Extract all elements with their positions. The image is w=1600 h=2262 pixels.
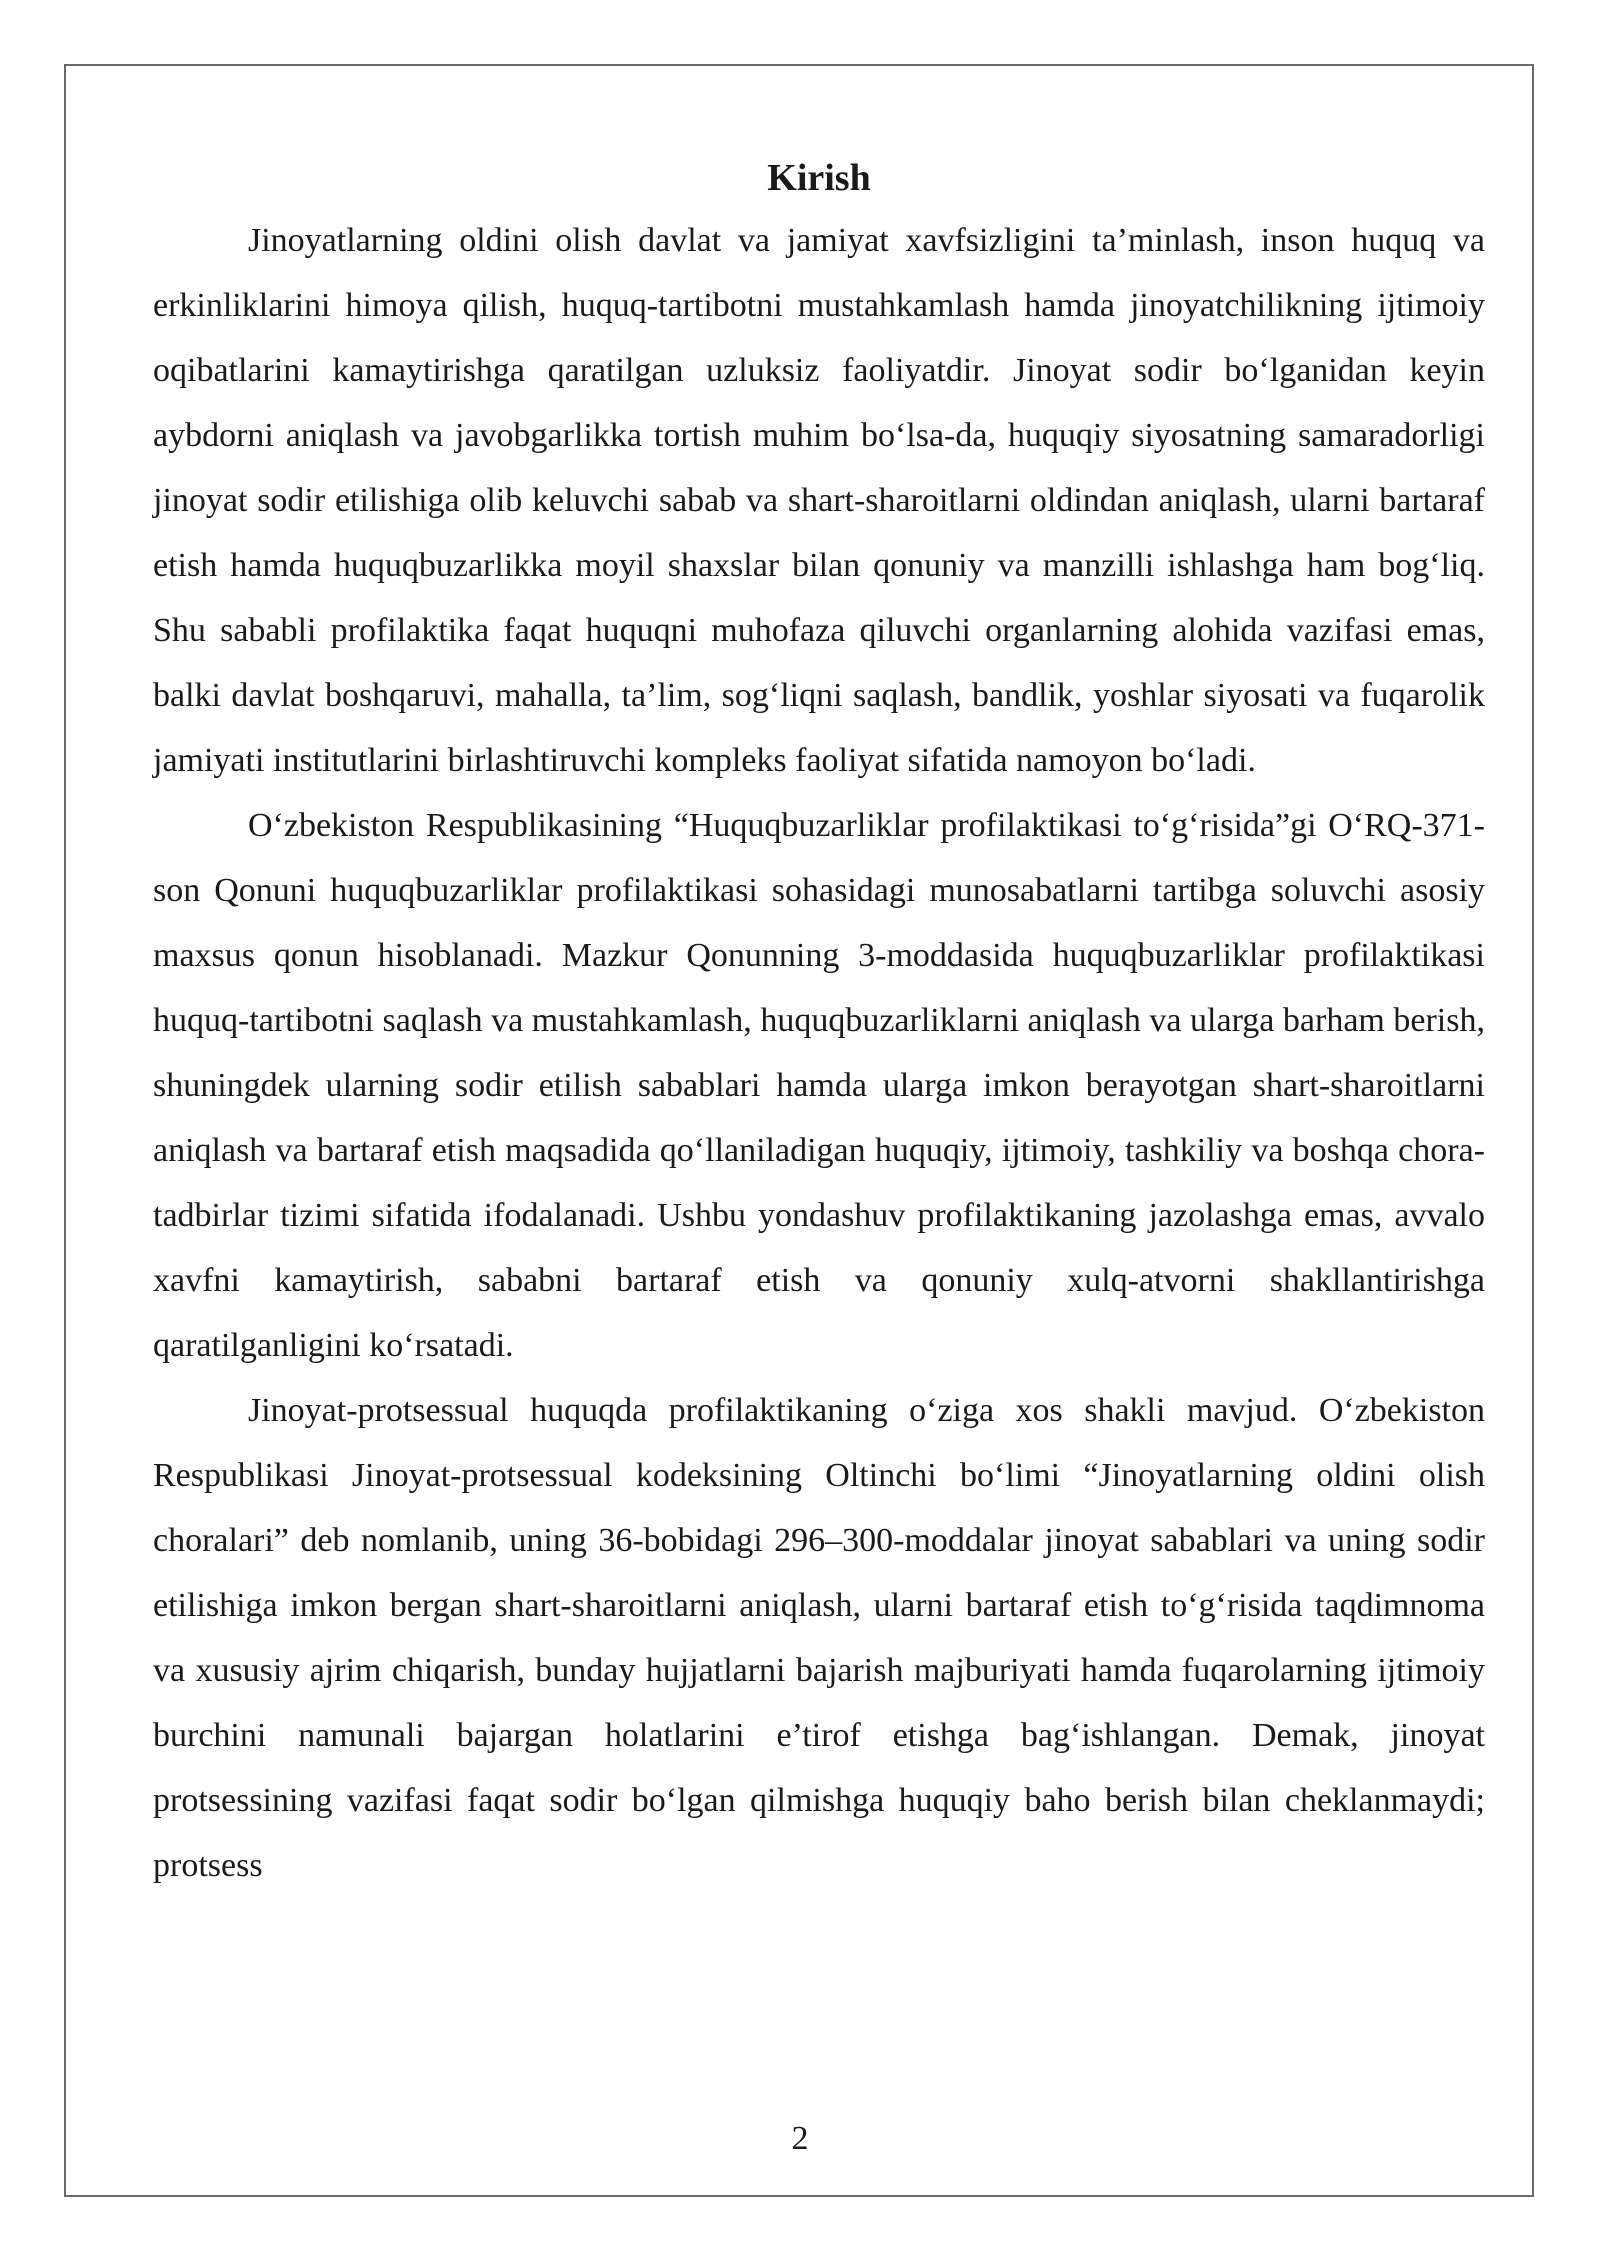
- paragraph-3: Jinoyat-protsessual huquqda profilaktikaning o‘ziga xos shakli mavjud. O‘zbekiston Respublikasi Jinoyat-protsessual kodeksining Oltinchi bo‘limi “Jinoyatlarning oldini olish choralari” deb nomlanib, uning 36-bobidagi 296–300-moddalar jinoyat sabablari va uning sodir etilishiga imkon bergan shart-sharoitlarni aniqlash, ularni bartaraf etish to‘g‘risida taqdimnoma va xususiy ajrim chiqarish, bunday hujjatlarni bajarish majburiyati hamda fuqarolarning ijtimoiy burchini namunali bajargan holatlarini e’tirof etishga bag‘ishlangan. Demak, jinoyat protsessining vazifasi faqat sodir bo‘lgan qilmishga huquqiy baho berish bilan cheklanmaydi; protsess: [153, 1392, 1485, 1884]
- document-body: [153, 148, 1485, 1898]
- paragraph-1: Jinoyatlarning oldini olish davlat va jamiyat xavfsizligini ta’minlash, inson huquq va erkinliklarini himoya qilish, huquq-tartibotni mustahkamlash hamda jinoyatchilikning ijtimoiy oqibatlarini kamaytirishga qaratilgan uzluksiz faoliyatdir. Jinoyat sodir bo‘lganidan keyin aybdorni aniqlash va javobgarlikka tortish muhim bo‘lsa-da, huquqiy siyosatning samaradorligi jinoyat sodir etilishiga olib keluvchi sabab va shart-sharoitlarni oldindan aniqlash, ularni bartaraf etish hamda huquqbuzarlikka moyil shaxslar bilan qonuniy va manzilli ishlashga ham bog‘liq. Shu sababli profilaktika faqat huquqni muhofaza qiluvchi organlarning alohida vazifasi emas, balki davlat boshqaruvi, mahalla, ta’lim, sog‘liqni saqlash, bandlik, yoshlar siyosati va fuqarolik jamiyati institutlarini birlashtiruvchi kompleks faoliyat sifatida namoyon bo‘ladi.: [153, 222, 1485, 779]
- paragraph-2: O‘zbekiston Respublikasining “Huquqbuzarliklar profilaktikasi to‘g‘risida”gi O‘RQ-371-son Qonuni huquqbuzarliklar profilaktikasi sohasidagi munosabatlarni tartibga soluvchi asosiy maxsus qonun hisoblanadi. Mazkur Qonunning 3-moddasida huquqbuzarliklar profilaktikasi huquq-tartibotni saqlash va mustahkamlash, huquqbuzarliklarni aniqlash va ularga barham berish, shuningdek ularning sodir etilish sabablari hamda ularga imkon berayotgan shart-sharoitlarni aniqlash va bartaraf etish maqsadida qo‘llaniladigan huquqiy, ijtimoiy, tashkiliy va boshqa chora-tadbirlar tizimi sifatida ifodalanadi. Ushbu yondashuv profilaktikaning jazolashga emas, avvalo xavfni kamaytirish, sababni bartaraf etish va qonuniy xulq-atvorni shakllantirishga qaratilganligini ko‘rsatadi.: [153, 807, 1485, 1364]
- page-number: 2: [791, 2120, 809, 2157]
- section-heading: Kirish: [767, 157, 871, 199]
